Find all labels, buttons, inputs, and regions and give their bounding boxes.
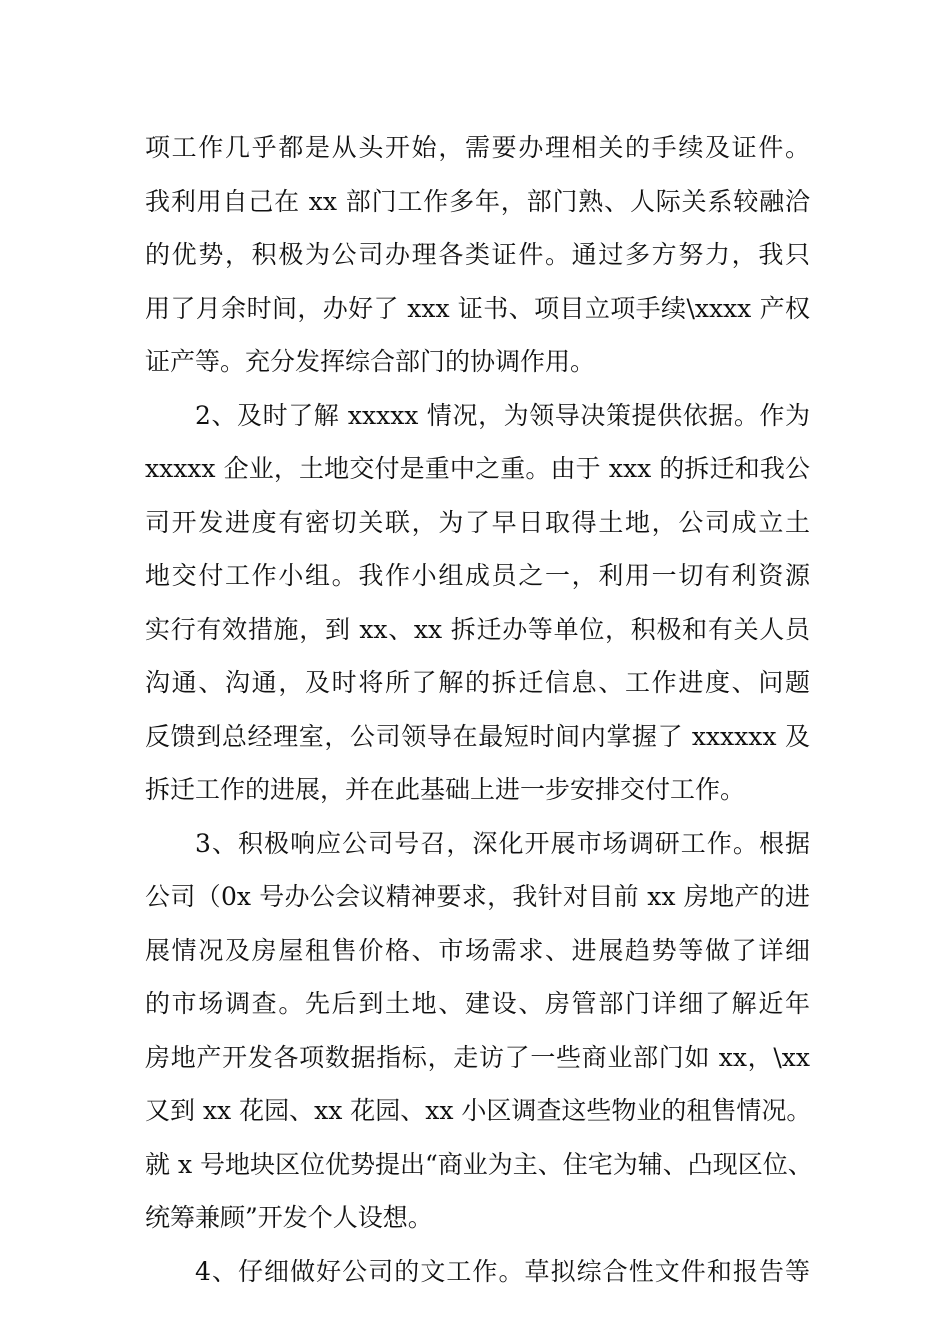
text-line: 统筹兼顾”开发个人设想。 xyxy=(145,1203,433,1232)
text-line: 地交付工作小组。我作小组成员之一，利用一切有利资源 xyxy=(145,561,810,590)
text-line: 就 x 号地块区位优势提出“商业为主、住宅为辅、凸现区位、 xyxy=(145,1149,813,1179)
text-line: 又到 xx 花园、xx 花园、xx 小区调查这些物业的租售情况。 xyxy=(145,1096,812,1125)
text-line: 沟通、沟通，及时将所了解的拆迁信息、工作进度、问题 xyxy=(145,668,810,697)
text-line: 的优势，积极为公司办理各类证件。通过多方努力，我只 xyxy=(145,240,810,269)
text-line: 我利用自己在 xx 部门工作多年，部门熟、人际关系较融洽 xyxy=(145,186,810,216)
text-line: 项工作几乎都是从头开始，需要办理相关的手续及证件。 xyxy=(145,133,810,162)
text-line: 公司（0x 号办公会议精神要求，我针对目前 xx 房地产的进 xyxy=(145,882,810,911)
text-line: 房地产开发各项数据指标，走访了一些商业部门如 xx，\xx xyxy=(145,1042,810,1072)
paragraph-2-first-line: 2、及时了解 xxxxx 情况，为领导决策提供依据。作为 xyxy=(195,400,810,430)
text-line: 展情况及房屋租售价格、市场需求、进展趋势等做了详细 xyxy=(145,935,810,965)
paragraph-4-first-line: 4、仔细做好公司的文工作。草拟综合性文件和报告等 xyxy=(195,1256,810,1286)
text-line: 实行有效措施，到 xx、xx 拆迁办等单位，积极和有关人员 xyxy=(145,614,810,644)
text-line: 反馈到总经理室，公司领导在最短时间内掌握了 xxxxxx 及 xyxy=(145,721,810,751)
text-line: 司开发进度有密切关联，为了早日取得土地，公司成立土 xyxy=(145,507,810,537)
paragraph-3-first-line: 3、积极响应公司号召，深化开展市场调研工作。根据 xyxy=(195,828,810,858)
body-text xyxy=(145,121,813,1298)
text-line: 拆迁工作的进展，并在此基础上进一步安排交付工作。 xyxy=(145,775,746,804)
text-line: xxxxx 企业，土地交付是重中之重。由于 xxx 的拆迁和我公 xyxy=(145,454,810,483)
text-line: 证产等。充分发挥综合部门的协调作用。 xyxy=(145,347,596,376)
text-line: 用了月余时间，办好了 xxx 证书、项目立项手续\xxxx 产权 xyxy=(145,293,810,323)
text-line: 的市场调查。先后到土地、建设、房管部门详细了解近年 xyxy=(145,989,810,1018)
